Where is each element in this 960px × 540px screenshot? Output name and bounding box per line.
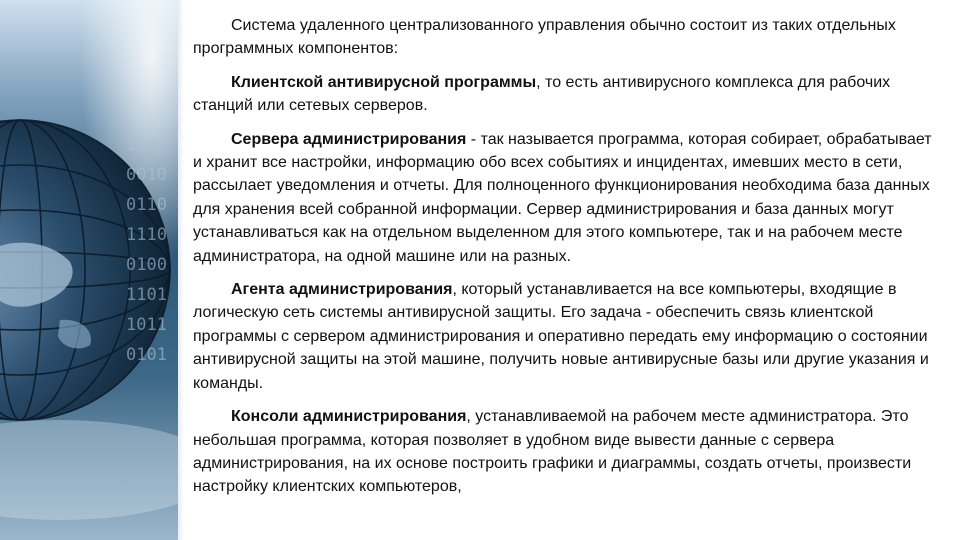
component-paragraph-console [193, 405, 938, 499]
binary-digits-decoration: 1011 [126, 315, 167, 335]
component-paragraph-client [193, 71, 938, 118]
component-paragraph-agent [193, 278, 938, 395]
panel-divider [178, 0, 184, 540]
desc-admin-console: , устанавливаемой на рабочем месте администратора. Это небольшая программа, которая позволяет в удобном виде вывести данные с сервера администрирования, на их основе построить графики и диаграммы, создать отчеты, произвести настройку клиентских компьютеров, [193, 408, 912, 496]
desc-admin-agent: , который устанавливается на все компьютеры, входящие в логическую сеть системы антивирусной защиты. Его задача - обеспечить связь клиентской программы с сервером администрирования и оперативно передать ему информацию о состоянии антивирусной защиты на этой машине, получить новые антивирусные базы или другие указания и команды. [193, 281, 929, 392]
component-paragraph-server [193, 128, 938, 268]
term-admin-server: Сервера администрирования [231, 130, 467, 148]
binary-digits-decoration: 0010 [126, 165, 167, 185]
binary-digits-decoration: 0101 [126, 345, 167, 365]
desc-admin-server: - так называется программа, которая собирает, обрабатывает и хранит все настройки, информацию обо всех событиях и инцидентах, имевших место в сети, рассылает уведомления и отчеты. Для полноценного функционирования необходима база данных для хранения всей собранной информации. Сервер администрирования и база данных могут устанавливаться как на отдельном выделенном для этого компьютере, так и на рабочем месте администратора, на одной машине или на разных. [193, 130, 932, 265]
binary-digits-decoration: 0100 [126, 255, 167, 275]
globe-illustration [0, 0, 178, 540]
term-client-program: Клиентской антивирусной программы [231, 73, 537, 91]
binary-digits-decoration: 1000 [126, 135, 167, 155]
binary-digits-decoration: 0110 [126, 195, 167, 215]
desc-client-program: , то есть антивирусного комплекса для рабочих станций или сетевых серверов. [193, 73, 891, 115]
binary-digits-decoration: 1110 [126, 225, 167, 245]
binary-digits-decoration: 1101 [126, 285, 167, 305]
text-content [193, 14, 938, 509]
globe-background-image [0, 0, 178, 540]
term-admin-agent: Агента администрирования [231, 281, 453, 299]
intro-paragraph: Система удаленного централизованного управления обычно состоит из таких отдельных программных компонентов: [193, 17, 896, 58]
term-admin-console: Консоли администрирования [231, 408, 467, 426]
